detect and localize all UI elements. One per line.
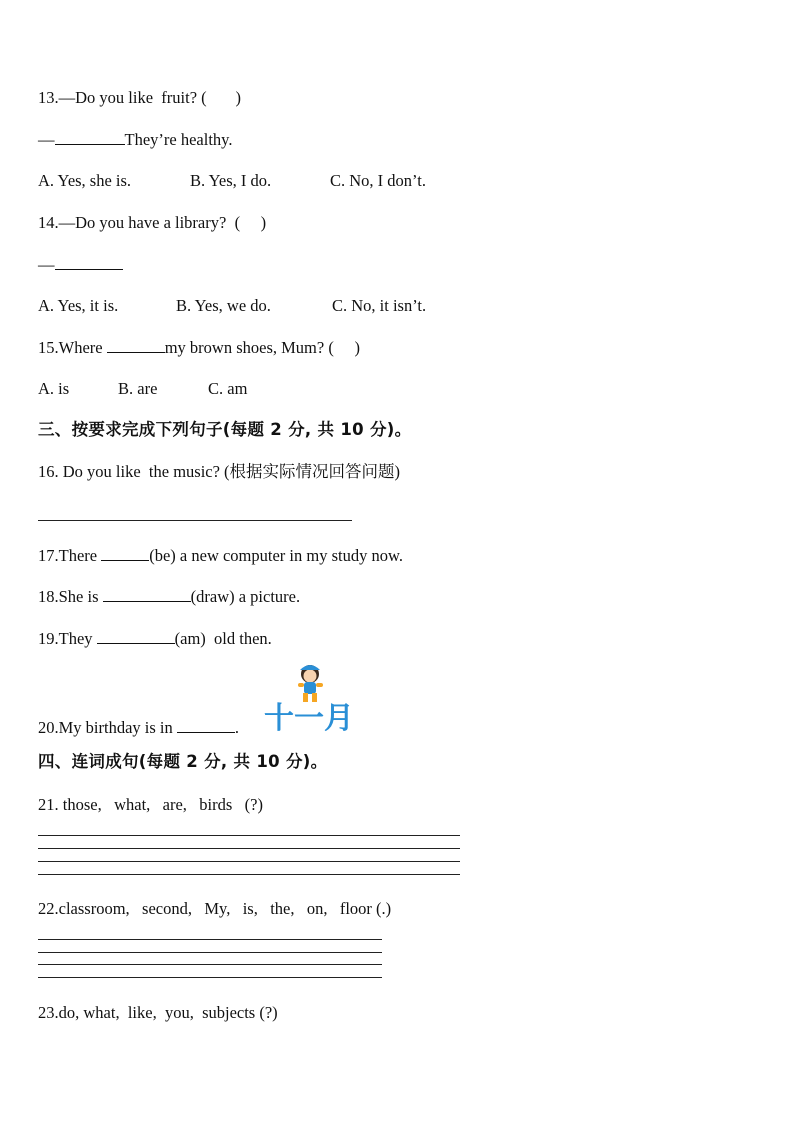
stem-after: (be) a new computer in my study now.: [149, 546, 403, 565]
option-c[interactable]: C. am: [208, 379, 248, 398]
option-c[interactable]: C. No, I don’t.: [330, 171, 426, 190]
stem-before: 17.There: [38, 546, 102, 565]
section-4-heading: 四、连词成句(每题 2 分, 共 10 分)。: [38, 752, 328, 771]
stem-after: (draw) a picture.: [190, 587, 301, 606]
answer-blank[interactable]: [101, 546, 149, 561]
option-b[interactable]: B. are: [118, 379, 158, 398]
option-a[interactable]: A. Yes, it is.: [38, 296, 119, 315]
section-3-heading: 三、按要求完成下列句子(每题 2 分, 共 10 分)。: [38, 420, 412, 439]
answer-blank[interactable]: [107, 338, 165, 353]
question-18: [38, 587, 300, 607]
stem-before: 19.They: [38, 629, 97, 648]
question-13-answer-line: [38, 130, 232, 150]
stem-after: .: [234, 718, 239, 737]
writing-line[interactable]: [38, 939, 382, 940]
writing-line[interactable]: [38, 977, 382, 978]
november-picture: [262, 660, 358, 732]
question-14-stem: 14.—Do you have a library? ( ): [38, 213, 267, 232]
image-text: 十一月: [264, 701, 354, 732]
writing-line[interactable]: [38, 874, 460, 875]
question-21: 21. those, what, are, birds (?): [38, 795, 263, 814]
writing-line[interactable]: [38, 964, 382, 965]
question-20: [38, 718, 239, 738]
answer-blank[interactable]: [103, 587, 191, 602]
answer-blank[interactable]: [177, 718, 235, 733]
stem-before: 15.Where: [38, 338, 107, 357]
writing-line[interactable]: [38, 952, 382, 953]
child-with-calendar-icon: [262, 660, 358, 732]
dash: —: [38, 130, 55, 149]
question-17: [38, 546, 403, 566]
question-14-answer-line: [38, 255, 123, 275]
answer-blank[interactable]: [55, 255, 123, 270]
option-b[interactable]: B. Yes, I do.: [190, 171, 272, 190]
stem-before: 18.She is: [38, 587, 103, 606]
stem-before: 20.My birthday is in: [38, 718, 177, 737]
answer-blank[interactable]: [55, 130, 125, 145]
stem-after: my brown shoes, Mum? ( ): [164, 338, 360, 357]
question-15-stem: [38, 338, 360, 358]
writing-line[interactable]: [38, 861, 460, 862]
stem-after: (am) old then.: [174, 629, 272, 648]
option-c[interactable]: C. No, it isn’t.: [332, 296, 427, 315]
option-b[interactable]: B. Yes, we do.: [176, 296, 271, 315]
option-a[interactable]: A. is: [38, 379, 70, 398]
question-23: 23.do, what, like, you, subjects (?): [38, 1003, 278, 1022]
question-13-stem: 13.—Do you like fruit? ( ): [38, 88, 242, 107]
answer-line[interactable]: [38, 520, 352, 521]
question-19: [38, 629, 272, 649]
question-16: 16. Do you like the music? (根据实际情况回答问题): [38, 462, 401, 481]
answer-suffix: They’re healthy.: [124, 130, 233, 149]
writing-line[interactable]: [38, 835, 460, 836]
question-22: 22.classroom, second, My, is, the, on, floor (.): [38, 899, 392, 918]
dash: —: [38, 255, 55, 274]
option-a[interactable]: A. Yes, she is.: [38, 171, 132, 190]
answer-blank[interactable]: [97, 629, 175, 644]
writing-line[interactable]: [38, 848, 460, 849]
